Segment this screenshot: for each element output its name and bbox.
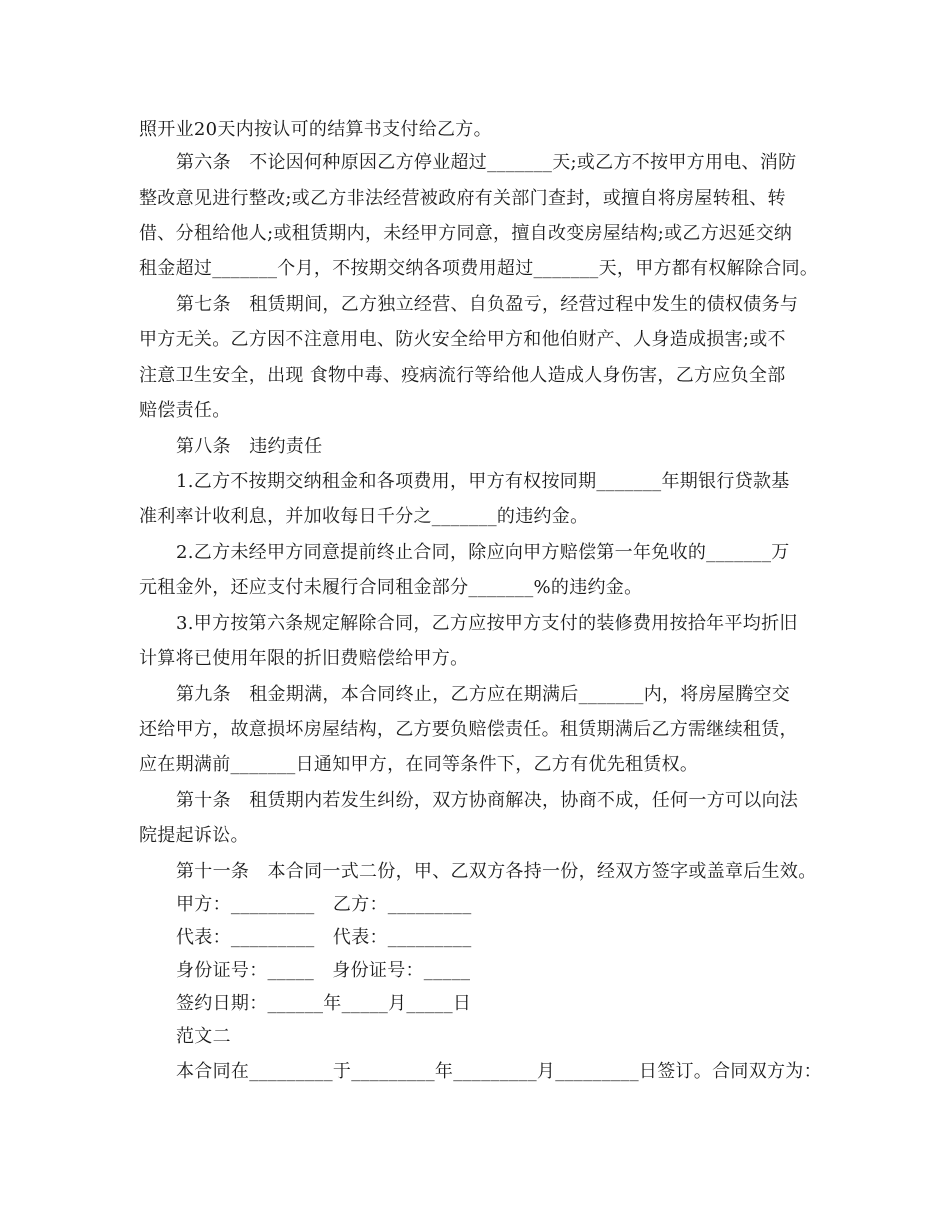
paragraph-line: 应在期满前_______日通知甲方，在同等条件下，乙方有优先租赁权。 (139, 754, 699, 775)
paragraph-line: 甲方无关。乙方因不注意用电、防火安全给甲方和他伯财产、人身造成损害;或不 (139, 329, 786, 350)
paragraph-line: 租金超过_______个月，不按期交纳各项费用超过_______天，甲方都有权解除合同。 (139, 258, 819, 279)
paragraph-line: 整改意见进行整改;或乙方非法经营被政府有关部门查封，或擅自将房屋转租、转 (139, 188, 786, 209)
paragraph-line: 赔偿责任。 (139, 400, 231, 421)
article-10-heading-line: 第十条 租赁期内若发生纠纷，双方协商解决，协商不成，任何一方可以向法 (176, 790, 799, 811)
sample-two-heading: 范文二 (176, 1026, 231, 1047)
paragraph-line: 元租金外，还应支付未履行合同租金部分_______%的违约金。 (139, 577, 643, 598)
clause-3-line: 3.甲方按第六条规定解除合同，乙方应按甲方支付的装修费用按拾年平均折旧 (176, 613, 798, 634)
signature-representative-line: 代表：_________ 代表：_________ (176, 927, 472, 948)
paragraph-line: 院提起诉讼。 (139, 825, 249, 846)
signature-party-line: 甲方：_________ 乙方：_________ (176, 894, 472, 915)
article-7-heading-line: 第七条 租赁期间，乙方独立经营、自负盈亏，经营过程中发生的债权债务与 (176, 294, 799, 315)
article-6-heading-line: 第六条 不论因何种原因乙方停业超过_______天;或乙方不按甲方用电、消防 (176, 152, 797, 173)
clause-1-line: 1.乙方不按期交纳租金和各项费用，甲方有权按同期_______年期银行贷款基 (176, 471, 790, 492)
paragraph-line: 准利率计收利息，并加收每日千分之_______的违约金。 (139, 506, 589, 527)
paragraph-line: 注意卫生安全，出现 食物中毒、疫病流行等给他人造成人身伤害，乙方应负全部 (139, 365, 786, 386)
signing-date-line: 签约日期：______年_____月_____日 (176, 993, 472, 1014)
paragraph-line: 照开业20天内按认可的结算书支付给乙方。 (139, 119, 492, 140)
paragraph-line: 借、分租给他人;或租赁期内，未经甲方同意，擅自改变房屋结构;或乙方迟延交纳 (139, 223, 793, 244)
paragraph-line: 还给甲方，故意损坏房屋结构，乙方要负赔偿责任。租赁期满后乙方需继续租赁， (139, 719, 798, 740)
signature-id-line: 身份证号：_____ 身份证号：_____ (176, 960, 471, 981)
clause-2-line: 2.乙方未经甲方同意提前终止合同，除应向甲方赔偿第一年免收的_______万 (176, 542, 790, 563)
article-8-heading: 第八条 违约责任 (176, 436, 323, 457)
article-9-heading-line: 第九条 租金期满，本合同终止，乙方应在期满后_______内，将房屋腾空交 (176, 684, 791, 705)
sample-two-intro-line: 本合同在_________于_________年_________月_________日签订。合同双方为： (176, 1061, 822, 1082)
paragraph-line: 计算将已使用年限的折旧费赔偿给甲方。 (139, 648, 469, 669)
article-11-heading-line: 第十一条 本合同一式二份，甲、乙双方各持一份，经双方签字或盖章后生效。 (176, 861, 817, 882)
